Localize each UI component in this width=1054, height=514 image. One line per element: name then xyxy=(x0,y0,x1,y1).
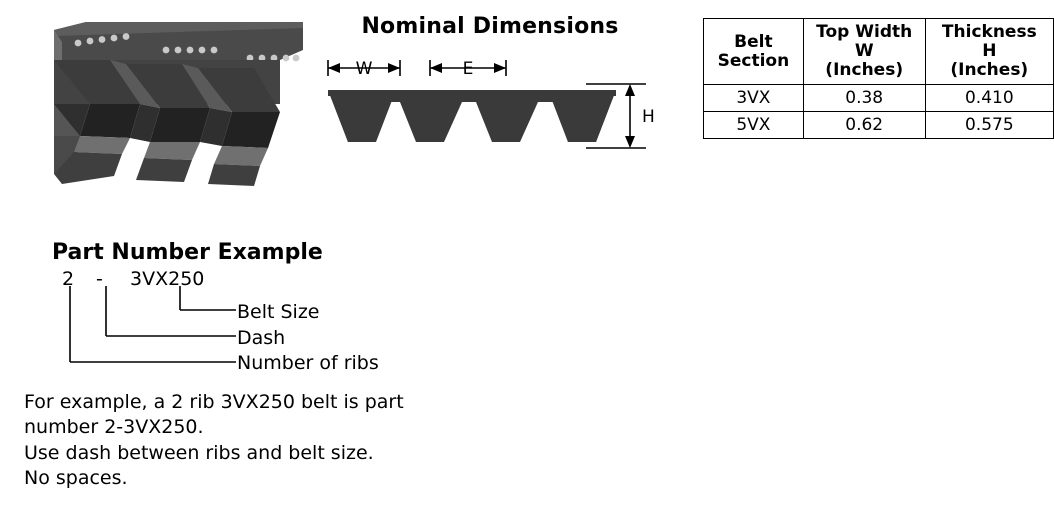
header-line-w-units: (Inches) xyxy=(825,60,904,81)
cell-thickness: 0.410 xyxy=(925,85,1053,112)
header-line-h-units: (Inches) xyxy=(950,60,1029,81)
part-number-ribs: 2 xyxy=(62,268,75,290)
part-number-size: 3VX250 xyxy=(130,268,205,290)
header-thickness xyxy=(925,19,1053,85)
part-number-dash: - xyxy=(96,268,103,290)
cell-thickness: 0.575 xyxy=(925,112,1053,139)
header-belt-section xyxy=(704,19,804,85)
svg-text:W: W xyxy=(355,59,373,79)
label-belt-size: Belt Size xyxy=(237,301,320,323)
header-line-h: H xyxy=(982,41,997,62)
note-line-2: number 2-3VX250. xyxy=(24,416,204,439)
header-line-section: Section xyxy=(717,50,790,71)
cell-section: 5VX xyxy=(704,112,804,139)
table-row xyxy=(704,112,1054,139)
header-top-width xyxy=(803,19,925,85)
label-number-of-ribs: Number of ribs xyxy=(237,352,379,374)
part-number-example-title: Part Number Example xyxy=(52,240,323,265)
svg-text:H: H xyxy=(642,107,655,127)
header-line-thickness: Thickness xyxy=(941,22,1037,42)
label-dash: Dash xyxy=(237,327,286,349)
svg-text:E: E xyxy=(462,59,474,79)
belt-illustration xyxy=(18,8,318,198)
note-line-4: No spaces. xyxy=(24,466,128,489)
table-row xyxy=(704,85,1054,112)
header-line-top-width: Top Width xyxy=(816,22,913,42)
note-line-3: Use dash between ribs and belt size. xyxy=(24,441,374,464)
cell-section: 3VX xyxy=(704,85,804,112)
example-notes xyxy=(24,390,494,491)
header-line-w: W xyxy=(854,41,874,62)
belt-dimensions-table xyxy=(703,18,1054,139)
header-line-belt: Belt xyxy=(734,31,773,52)
table-header-row xyxy=(704,19,1054,85)
cell-width: 0.38 xyxy=(803,85,925,112)
note-line-1: For example, a 2 rib 3VX250 belt is part xyxy=(24,391,404,413)
nominal-dimensions-figure xyxy=(310,46,670,186)
cell-width: 0.62 xyxy=(803,112,925,139)
nominal-dimensions-title: Nominal Dimensions xyxy=(361,14,619,39)
